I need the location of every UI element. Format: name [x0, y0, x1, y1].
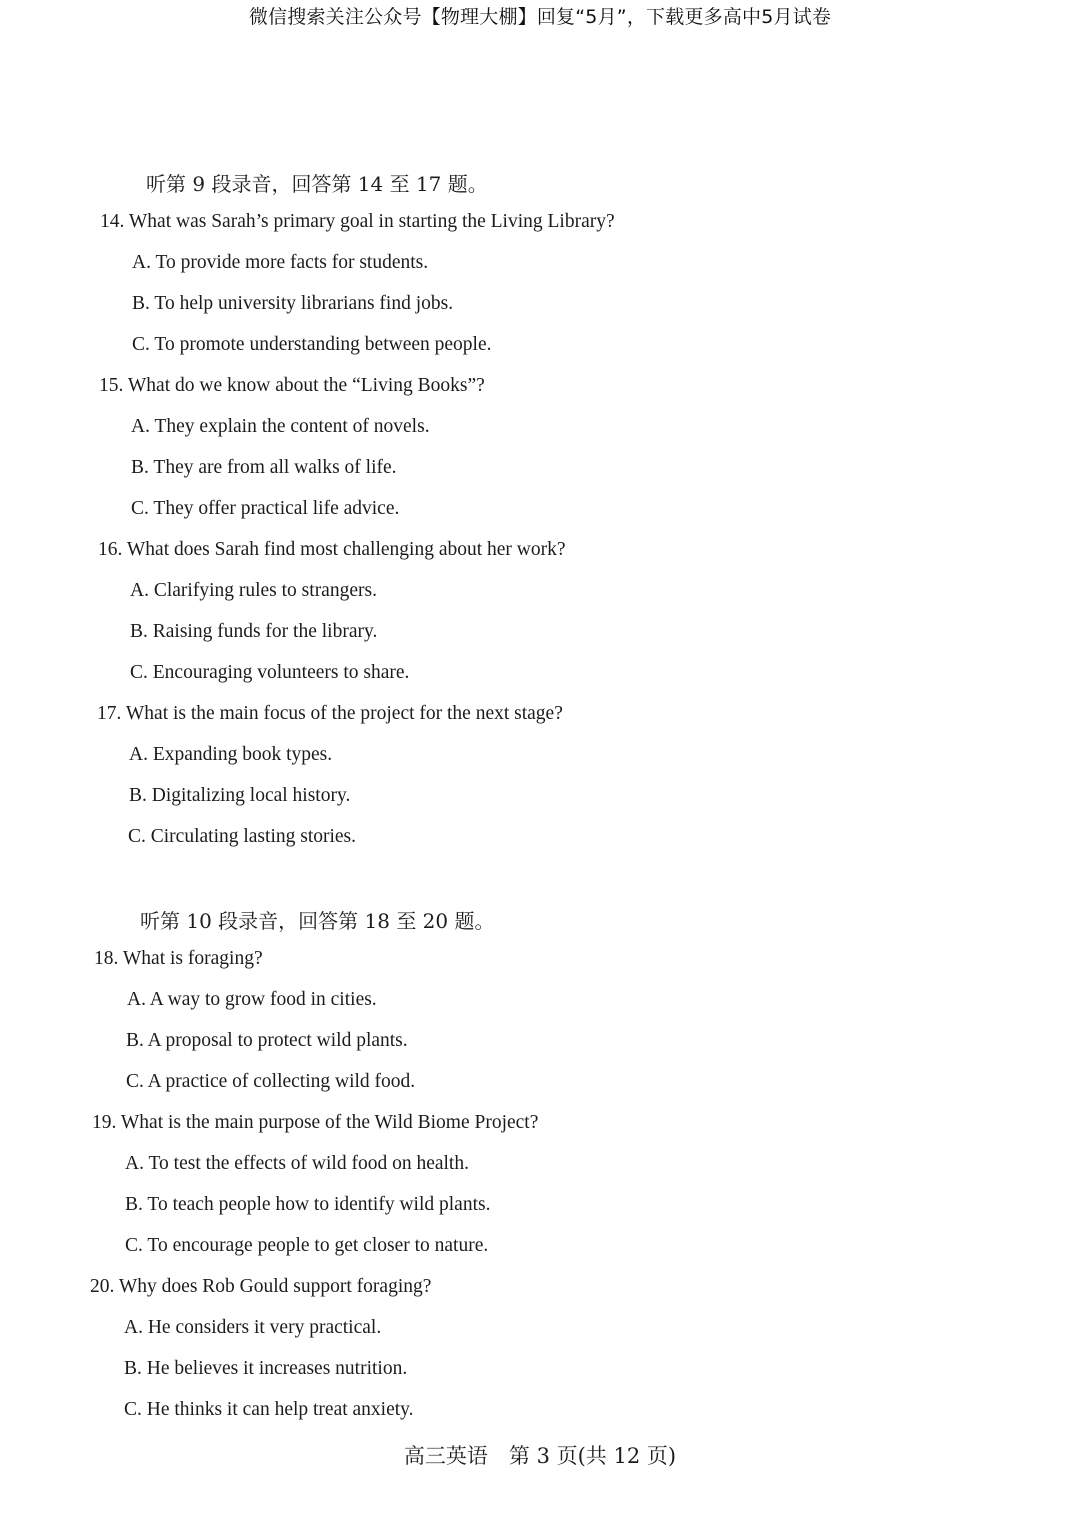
question-18-option-b: B. A proposal to protect wild plants.	[126, 1030, 408, 1051]
question-14-stem: 14. What was Sarah’s primary goal in starting the Living Library?	[100, 211, 615, 232]
question-15-stem: 15. What do we know about the “Living Books”?	[99, 375, 485, 396]
section-title-2: 听第 10 段录音，回答第 18 至 20 题。	[140, 909, 495, 933]
section-title-1: 听第 9 段录音，回答第 14 至 17 题。	[146, 172, 488, 196]
question-18-option-a: A. A way to grow food in cities.	[127, 989, 377, 1010]
question-16-option-b: B. Raising funds for the library.	[130, 621, 378, 642]
question-20-option-c: C. He thinks it can help treat anxiety.	[124, 1399, 414, 1420]
page-footer: 高三英语 第 3 页(共 12 页)	[403, 1444, 677, 1468]
question-14-option-c: C. To promote understanding between people.	[132, 334, 492, 355]
question-15-option-c: C. They offer practical life advice.	[131, 498, 400, 519]
question-14-option-b: B. To help university librarians find jobs.	[132, 293, 454, 314]
question-16-option-c: C. Encouraging volunteers to share.	[130, 662, 410, 683]
question-20-option-b: B. He believes it increases nutrition.	[124, 1358, 408, 1379]
question-17-option-c: C. Circulating lasting stories.	[128, 826, 357, 847]
question-17-option-b: B. Digitalizing local history.	[129, 785, 351, 806]
question-17-stem: 17. What is the main focus of the project for the next stage?	[97, 703, 563, 724]
question-19-option-a: A. To test the effects of wild food on health.	[125, 1153, 469, 1174]
question-19-option-c: C. To encourage people to get closer to nature.	[125, 1235, 489, 1256]
question-19-stem: 19. What is the main purpose of the Wild Biome Project?	[92, 1112, 539, 1133]
question-20-option-a: A. He considers it very practical.	[124, 1317, 382, 1338]
question-17-option-a: A. Expanding book types.	[129, 744, 333, 765]
question-16-stem: 16. What does Sarah find most challenging about her work?	[98, 539, 566, 560]
question-16-option-a: A. Clarifying rules to strangers.	[130, 580, 377, 601]
question-19-option-b: B. To teach people how to identify wild plants.	[125, 1194, 491, 1215]
question-14-option-a: A. To provide more facts for students.	[132, 252, 429, 273]
question-18-stem: 18. What is foraging?	[94, 948, 263, 969]
question-15-option-a: A. They explain the content of novels.	[131, 416, 430, 437]
promo-banner: 微信搜索关注公众号【物理大棚】回复“5月”，下载更多高中5月试卷	[248, 6, 832, 28]
question-18-option-c: C. A practice of collecting wild food.	[126, 1071, 416, 1092]
question-20-stem: 20. Why does Rob Gould support foraging?	[90, 1276, 432, 1297]
question-15-option-b: B. They are from all walks of life.	[131, 457, 397, 478]
